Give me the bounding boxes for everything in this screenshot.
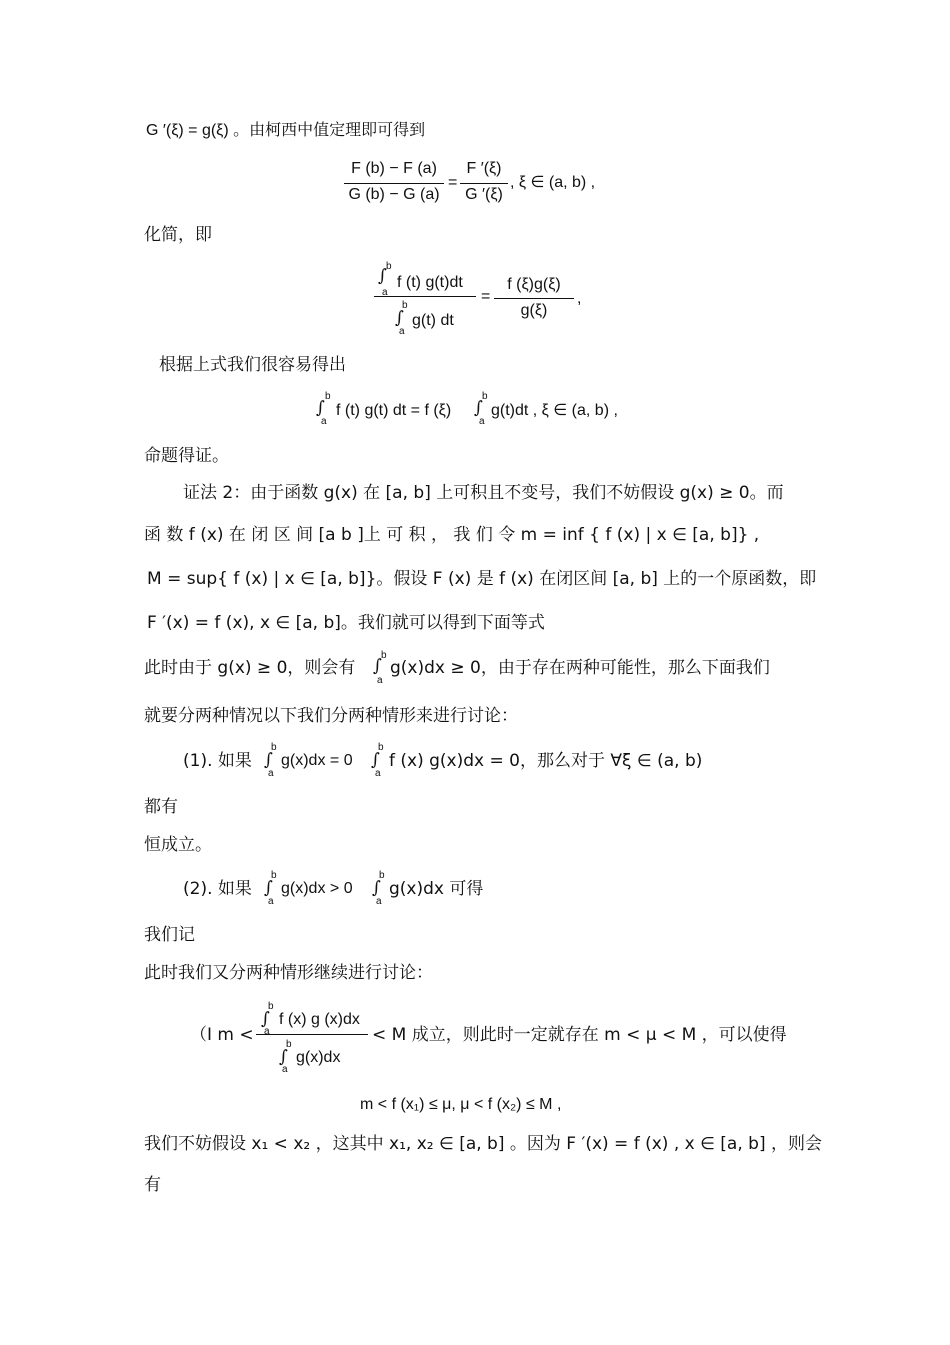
eq4-denominator: g(x)dx <box>296 1049 341 1066</box>
eq3-right: g(t)dt , ξ ∈ (a, b) , <box>491 402 618 419</box>
eq4-fraction-bar <box>256 1034 368 1035</box>
text-line-6: 函 数 f (x) 在 闭 区 间 [a b ]上 可 积 ， 我 们 令 m = inf { f (x) | x ∈ [a, b]} , <box>144 525 760 545</box>
l11-lower-2: a <box>375 768 381 779</box>
eq1-right-numerator: F ′(ξ) <box>466 160 502 177</box>
text-line-2: 化简，即 <box>144 225 212 245</box>
text-line-9b: g(x)dx ≥ 0，由于存在两种可能性，那么下面我们 <box>390 658 770 678</box>
l9-upper: b <box>381 650 387 661</box>
eq1-right-denominator: G ′(ξ) <box>465 186 503 203</box>
text-line-13: 恒成立。 <box>144 835 212 855</box>
eq1-fraction-bar <box>344 183 444 184</box>
l14-upper-2: b <box>379 870 385 881</box>
text-line-1: G ′(ξ) = g(ξ) 。由柯西中值定理即可得到 <box>146 122 426 139</box>
eq2-fraction-bar <box>374 296 476 297</box>
l11-integral-2: ∫ <box>371 750 380 770</box>
l11-lower-1: a <box>268 768 274 779</box>
text-line-8: F ′(x) = f (x), x ∈ [a, b]。我们就可以得到下面等式 <box>147 613 545 633</box>
eq3-lower-2: a <box>479 416 485 427</box>
text-line-9a: 此时由于 g(x) ≥ 0，则会有 <box>144 658 356 678</box>
text-line-11c: f (x) g(x)dx = 0，那么对于 ∀ξ ∈ (a, b) <box>389 751 703 771</box>
l14-upper-1: b <box>271 870 277 881</box>
l17-lower-bottom: a <box>282 1064 288 1075</box>
eq2-upper-limit-bottom: b <box>402 300 408 311</box>
l17-upper-bottom: b <box>286 1039 292 1050</box>
eq2-numerator: f (t) g(t)dt <box>397 274 463 291</box>
l14-integral-1: ∫ <box>264 878 273 898</box>
eq5-inequality: m < f (x₁) ≤ μ, μ < f (x₂) ≤ M , <box>360 1096 562 1113</box>
text-line-10: 就要分两种情况以下我们分两种情形来进行讨论： <box>144 706 518 726</box>
eq2-integral-bottom: ∫ <box>395 308 404 328</box>
eq2-upper-limit-top: b <box>386 261 392 272</box>
eq3-left: f (t) g(t) dt = f (ξ) <box>336 402 452 419</box>
l17-upper-top: b <box>268 1001 274 1012</box>
l17-lower-top: a <box>264 1026 270 1037</box>
eq2-right-bar <box>494 298 574 299</box>
text-line-17b: < M 成立，则此时一定就存在 m < μ < M ，可以使得 <box>372 1025 787 1045</box>
eq2-denominator: g(t) dt <box>412 312 454 329</box>
eq1-tail: , ξ ∈ (a, b) , <box>510 174 596 191</box>
eq4-numerator: f (x) g (x)dx <box>279 1011 360 1028</box>
l17-integral-top: ∫ <box>261 1009 270 1029</box>
eq3-integral-1: ∫ <box>316 398 325 418</box>
eq3-upper-1: b <box>325 391 331 402</box>
eq1-numerator: F (b) − F (a) <box>351 160 437 177</box>
text-line-11b: g(x)dx = 0 <box>281 752 353 769</box>
text-line-12: 都有 <box>144 797 178 817</box>
eq1-denominator: G (b) − G (a) <box>348 186 440 203</box>
eq3-upper-2: b <box>482 391 488 402</box>
l11-upper-1: b <box>271 742 277 753</box>
eq2-lower-limit-bottom: a <box>399 326 405 337</box>
l9-lower: a <box>377 675 383 686</box>
eq2-right-numerator: f (ξ)g(ξ) <box>507 276 561 293</box>
text-line-19: 有 <box>144 1175 161 1195</box>
text-line-7: M = sup{ f (x) | x ∈ [a, b]}。假设 F (x) 是 f (x) 在闭区间 [a, b] 上的一个原函数，即 <box>147 569 817 589</box>
eq1-equals: = <box>448 174 458 191</box>
l11-integral-1: ∫ <box>264 750 273 770</box>
text-line-14c: g(x)dx 可得 <box>389 879 484 899</box>
text-line-4: 命题得证。 <box>144 446 229 466</box>
text-line-15: 我们记 <box>144 925 195 945</box>
l14-integral-2: ∫ <box>372 878 381 898</box>
eq3-lower-1: a <box>321 416 327 427</box>
text-line-17a: （Ⅰ m < <box>190 1025 254 1045</box>
text-line-14a: (2). 如果 <box>183 879 252 899</box>
eq2-tail: , <box>577 290 582 307</box>
l11-upper-2: b <box>378 742 384 753</box>
eq2-lower-limit-top: a <box>382 287 388 298</box>
l14-lower-1: a <box>268 896 274 907</box>
text-line-16: 此时我们又分两种情形继续进行讨论： <box>144 963 433 983</box>
eq2-equals: = <box>481 288 491 305</box>
eq3-integral-2: ∫ <box>474 398 483 418</box>
l9-integral: ∫ <box>373 656 382 676</box>
text-line-11a: (1). 如果 <box>183 751 252 771</box>
text-line-14b: g(x)dx > 0 <box>281 880 353 897</box>
l17-integral-bottom: ∫ <box>279 1047 288 1067</box>
eq1-right-bar <box>460 183 508 184</box>
eq2-integral-top: ∫ <box>378 266 387 286</box>
text-line-18: 我们不妨假设 x₁ < x₂ ，这其中 x₁, x₂ ∈ [a, b] 。因为 F ′(x) = f (x) , x ∈ [a, b] ，则会 <box>144 1134 822 1154</box>
eq2-right-denominator: g(ξ) <box>520 302 548 319</box>
text-line-3: 根据上式我们很容易得出 <box>159 355 346 375</box>
l14-lower-2: a <box>376 896 382 907</box>
text-line-5: 证法 2：由于函数 g(x) 在 [a, b] 上可积且不变号，我们不妨假设 g(x) ≥ 0。而 <box>183 483 784 503</box>
